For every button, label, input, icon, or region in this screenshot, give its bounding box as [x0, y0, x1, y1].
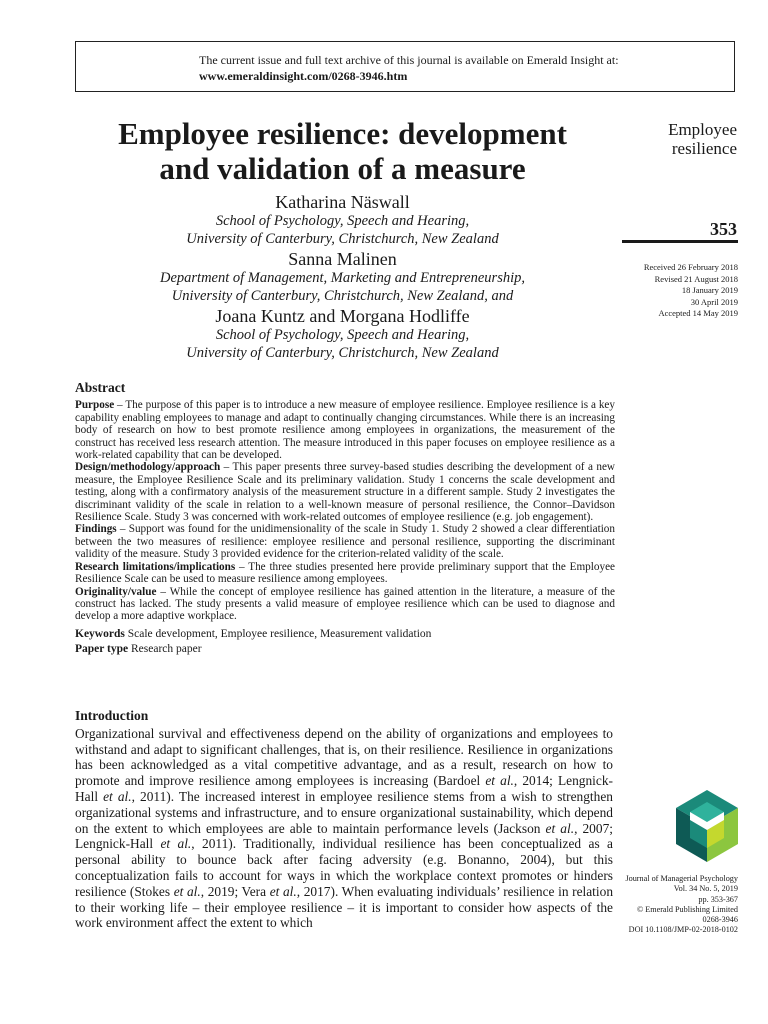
author-block	[75, 191, 610, 362]
intro-text: , 2014; Lengnick-Hall	[75, 773, 613, 804]
date-line: 18 January 2019	[681, 285, 738, 295]
abstract-section	[75, 382, 615, 657]
author-affiliation: Department of Management, Marketing and Entrepreneurship,	[160, 270, 525, 286]
journal-publisher: © Emerald Publishing Limited	[636, 904, 738, 914]
introduction-heading: Introduction	[75, 708, 149, 723]
abstract-heading: Abstract	[75, 380, 126, 395]
author-affiliation: University of Canterbury, Christchurch, New Zealand	[186, 230, 499, 247]
abstract-originality	[75, 586, 615, 623]
intro-text: , 2019; Vera	[200, 883, 270, 899]
findings-text: – Support was found for the unidimensionality of the scale in Study 1. Study 2 showed a clear differentiation between the two measures of resilience: employee resilience and personal resilience, supporting the discriminant validity of the measure. Study 3 provided evidence for the criterion-related validity of the scale.	[75, 523, 615, 561]
intro-text: , 2011). Traditionally, individual resilience has been conceptualized as a personal ability to bounce back after facing adversity (e.g. Bonanno, 2004), but this conceptualization fails to account for ways in which the workplace context promotes or hinders resilience (Stokes	[75, 836, 613, 899]
paper-title	[75, 116, 610, 186]
date-line: Accepted 14 May 2019	[658, 308, 738, 318]
abstract-purpose	[75, 399, 615, 461]
design-text: – This paper presents three survey-based studies describing the development of a new measure, the Employee Resilience Scale and its preliminary validation. Study 1 concerns the scale development and testing, along with a confirmatory analysis of the measurement structure in a different sample. Study 2 investigates the discriminant validity of the scale in relation to a well-known measure of personal resilience, the Connor–Davidson Resilience Scale. Study 3 was concerned with work-related outcomes of employee resilience (e.g. job engagement).	[75, 461, 615, 524]
author-affiliation: University of Canterbury, Christchurch, New Zealand	[186, 344, 499, 361]
paper-title-line-1: Employee resilience: development	[118, 116, 567, 151]
journal-info	[600, 874, 738, 936]
archive-notice-box	[75, 41, 735, 92]
intro-italic: et al.	[485, 773, 514, 789]
archive-url-link[interactable]: www.emeraldinsight.com/0268-3946.htm	[199, 69, 408, 83]
archive-notice-text: The current issue and full text archive of this journal is available on Emerald Insight at:	[199, 53, 619, 67]
originality-label: Originality/value	[75, 585, 157, 598]
limitations-label: Research limitations/implications	[75, 560, 236, 573]
intro-text: , 2007; Lengnick-Hall	[75, 820, 613, 852]
margin-rule	[622, 240, 738, 243]
design-label: Design/methodology/approach	[75, 461, 221, 474]
abstract-limitations	[75, 561, 615, 586]
paper-type	[75, 642, 615, 657]
paper-type-text: Research paper	[128, 642, 202, 655]
findings-label: Findings	[75, 523, 117, 536]
paper-title-line-2: and validation of a measure	[159, 151, 526, 186]
journal-volume: Vol. 34 No. 5, 2019	[673, 884, 738, 894]
author-name: Katharina Näswall	[275, 192, 410, 212]
date-line: Received 26 February 2018	[643, 262, 738, 272]
date-line: Revised 21 August 2018	[654, 273, 738, 284]
intro-italic: et al.	[160, 836, 192, 852]
keywords	[75, 627, 615, 642]
intro-italic: et al.	[269, 883, 297, 899]
author-affiliation: School of Psychology, Speech and Hearing,	[215, 213, 470, 229]
introduction-paragraph	[75, 726, 613, 931]
journal-pages: pp. 353-367	[698, 894, 738, 904]
author-affiliation: University of Canterbury, Christchurch, New Zealand, and	[171, 287, 514, 304]
running-head-line-1: Employee	[668, 120, 737, 139]
intro-text: , 2017). When evaluating individuals’ resilience in relation to their working life – their employee resilience – it is important to consider how aspects of the work environment affect the extent to which	[75, 883, 614, 931]
intro-text: Organizational survival and effectiveness depend on the ability of organizations and employees to withstand and adapt to significant challenges, that is, on their resilience. Resilience in organizations has been acknowledged as a vital competitive advantage, and as a result, research on how to promote and improve resilience among employees is increasing (Bardoel	[75, 725, 613, 789]
intro-italic: et al.	[173, 883, 201, 899]
page-number: 353	[710, 219, 737, 239]
purpose-label: Purpose	[75, 399, 115, 412]
limitations-text: – The three studies presented here provide preliminary support that the Employee Resilience Scale can be used to measure resilience among employees.	[75, 560, 616, 586]
author-affiliation: School of Psychology, Speech and Hearing,	[215, 327, 470, 343]
introduction-section	[75, 708, 613, 931]
journal-name: Journal of Managerial Psychology	[625, 874, 738, 883]
intro-italic: et al.	[545, 820, 575, 836]
archive-notice	[199, 52, 619, 84]
abstract-design	[75, 461, 615, 523]
date-line: 30 April 2019	[690, 296, 738, 307]
keywords-label: Keywords	[75, 627, 125, 640]
journal-issn: 0268-3946	[702, 915, 738, 925]
running-head-line-2: resilience	[671, 139, 737, 158]
journal-doi[interactable]: DOI 10.1108/JMP-02-2018-0102	[628, 925, 738, 935]
author-name: Joana Kuntz and Morgana Hodliffe	[215, 306, 470, 326]
purpose-text: – The purpose of this paper is to introduce a new measure of employee resilience. Employee resilience is a key capability enabling employees to manage and adapt to continually changing circumstances. While there is an increasing body of research on how to best promote resilience among employees in organizations, the measurement of the construct has received less research attention. The measure introduced in this paper focuses on employee resilience as a work-related capability that can be developed.	[75, 399, 615, 462]
publication-dates	[600, 262, 738, 320]
paper-type-label: Paper type	[75, 642, 129, 655]
emerald-crossref-logo-icon[interactable]	[676, 790, 738, 862]
abstract-findings	[75, 523, 615, 560]
originality-text: – While the concept of employee resilience has gained attention in the literature, a measure of the construct has lacked. The study presents a valid measure of employee resilience which can be used to diagnose and develop a more adaptive workplace.	[75, 585, 615, 623]
running-head	[622, 120, 737, 158]
keywords-text: Scale development, Employee resilience, Measurement validation	[124, 627, 432, 640]
author-name: Sanna Malinen	[288, 249, 397, 269]
intro-italic: et al.	[103, 788, 132, 804]
intro-text: , 2011). The increased interest in employee resilience stems from a wish to strengthen organizational systems and infrastructure, and to ensure organizational sustainability, which depend on the extent to which employees are able to maintain performance levels (Jackson	[75, 788, 613, 836]
